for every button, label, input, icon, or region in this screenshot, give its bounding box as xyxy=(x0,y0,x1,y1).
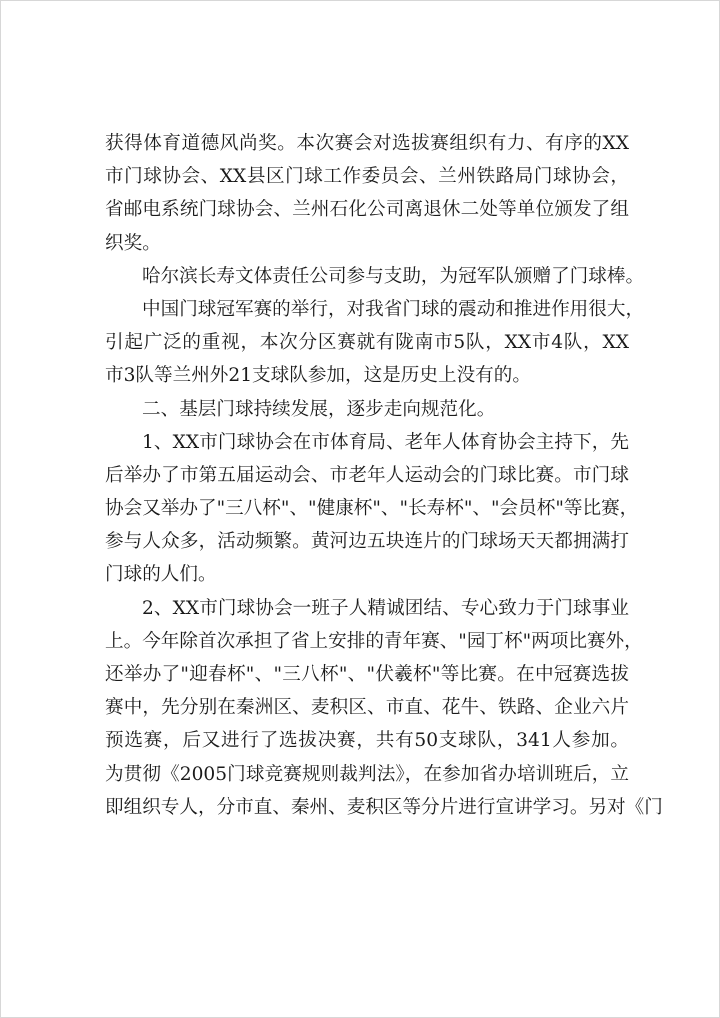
text-line: 上。今年除首次承担了省上安排的青年赛、"园丁杯"两项比赛外， xyxy=(105,630,643,652)
text-line: 2、XX市门球协会一班子人精诚团结、专心致力于门球事业 xyxy=(142,597,629,619)
text-line: 即组织专人，分市直、秦州、麦积区等分片进行宣讲学习。另对《门 xyxy=(105,796,663,818)
text-line: 后举办了市第五届运动会、市老年人运动会的门球比赛。市门球 xyxy=(105,464,629,486)
text-line: 哈尔滨长寿文体责任公司参与支助，为冠军队颁赠了门球棒。 xyxy=(142,265,645,287)
section-heading: 二、基层门球持续发展，逐步走向规范化。 xyxy=(142,398,496,420)
text-line: 为贯彻《2005门球竞赛规则裁判法》，在参加省办培训班后，立 xyxy=(105,763,629,785)
document-body xyxy=(105,127,663,824)
text-line: 赛中，先分别在秦洲区、麦积区、市直、花牛、铁路、企业六片 xyxy=(105,697,629,719)
text-line: 市门球协会、XX县区门球工作委员会、兰州铁路局门球协会， xyxy=(105,166,629,188)
text-line: 协会又举办了"三八杯"、"健康杯"、"长寿杯"、"会员杯"等比赛， xyxy=(105,498,639,520)
text-line: 预选赛，后又进行了选拔决赛，共有50支球队，341人参加。 xyxy=(105,730,629,752)
text-line: 门球的人们。 xyxy=(105,564,217,586)
text-line: 1、XX市门球协会在市体育局、老年人体育协会主持下，先 xyxy=(142,431,629,453)
text-line: 织奖。 xyxy=(105,232,161,254)
text-line: 中国门球冠军赛的举行，对我省门球的震动和推进作用很大， xyxy=(142,298,645,320)
text-line: 参与人众多，活动频繁。黄河边五块连片的门球场天天都拥满打 xyxy=(105,531,629,553)
text-line: 还举办了"迎春杯"、"三八杯"、"伏羲杯"等比赛。在中冠赛选拔 xyxy=(105,664,629,685)
text-line: 省邮电系统门球协会、兰州石化公司离退休二处等单位颁发了组 xyxy=(105,199,629,221)
text-line: 市3队等兰州外21支球队参加，这是历史上没有的。 xyxy=(105,365,531,387)
text-line: 获得体育道德风尚奖。本次赛会对选拔赛组织有力、有序的XX xyxy=(105,133,629,154)
text-line: 引起广泛的重视，本次分区赛就有陇南市5队，XX市4队，XX xyxy=(105,332,629,354)
